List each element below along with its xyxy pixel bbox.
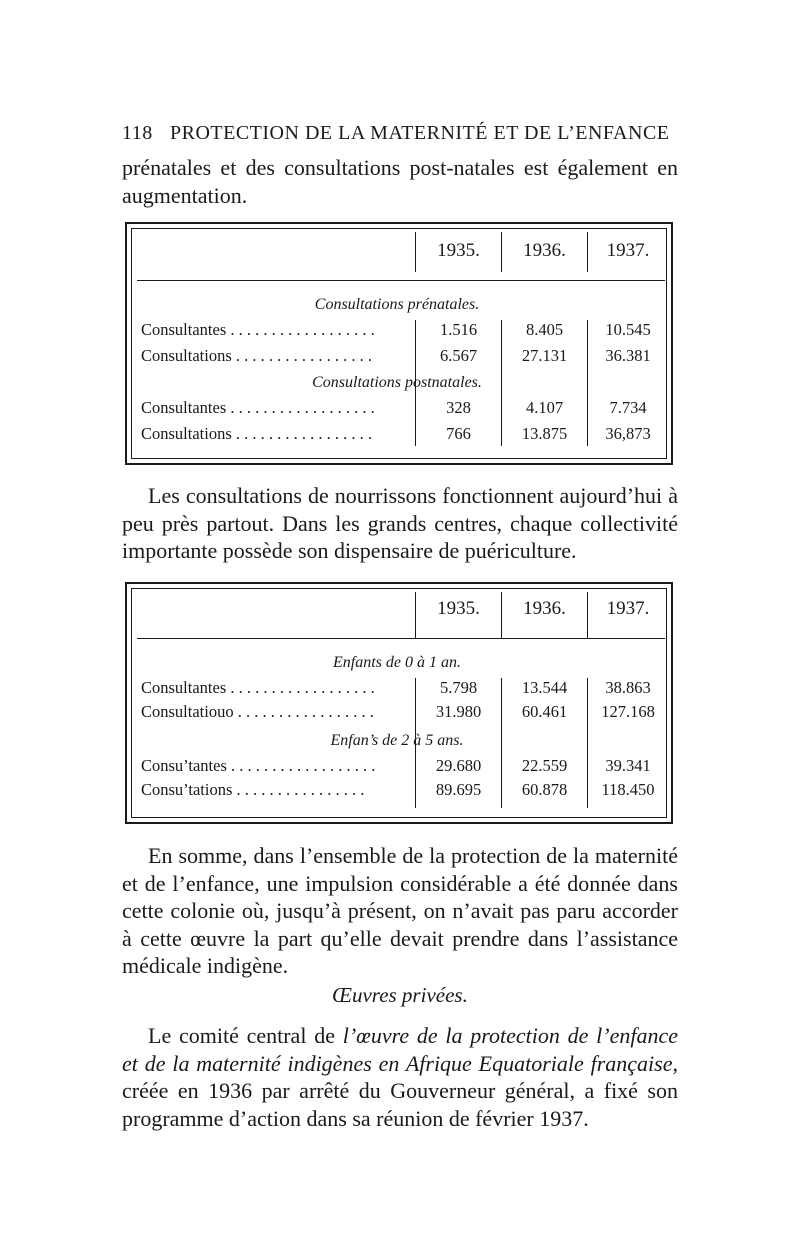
section-title: Enfants de 0 à 1 an.	[333, 654, 461, 671]
year-header: 1937.	[606, 598, 650, 619]
table-cell: 10.545	[605, 320, 651, 339]
table-cell: 127.168	[601, 702, 655, 721]
table-cell: 328	[446, 398, 471, 417]
year-header: 1935.	[437, 240, 480, 261]
row-label: Consultations . . . . . . . . . . . . . . . . .	[141, 424, 373, 443]
section-title: Consultations postnatales.	[312, 374, 482, 391]
table-cell: 31.980	[435, 702, 482, 721]
paragraph-summary: En somme, dans l’ensemble de la protection de la maternité et de l’enfance, une impulsion considérable a été donnée dans cette colonie où, jusqu’à présent, on n’avait pas paru accorder à cette œuvre la part qu’elle devait prendre dans l’assistance médicale indigène.	[122, 843, 678, 978]
table-cell: 36.381	[605, 346, 651, 365]
table-cell: 118.450	[601, 780, 655, 799]
table-cell: 36,873	[605, 424, 651, 443]
table-cell: 60.461	[521, 702, 568, 721]
paragraph-comite	[122, 1022, 678, 1132]
section-title: Enfan’s de 2 à 5 ans.	[330, 732, 464, 749]
table-cell: 13.544	[521, 678, 568, 697]
year-header: 1936.	[523, 240, 566, 261]
row-label: Consu’tations . . . . . . . . . . . . . . . .	[141, 780, 365, 799]
year-header: 1937.	[606, 240, 650, 261]
page-number: 118	[122, 122, 153, 144]
row-label: Consultantes . . . . . . . . . . . . . . . . . .	[141, 320, 375, 339]
table-cell: 13.875	[521, 424, 568, 443]
row-label: Consultations . . . . . . . . . . . . . . . . .	[141, 346, 373, 365]
table-cell: 38.863	[605, 678, 651, 697]
table-cell: 4.107	[525, 398, 564, 417]
table-cell: 6.567	[439, 346, 478, 365]
row-label: Consultantes . . . . . . . . . . . . . . . . . .	[141, 398, 375, 417]
table-children-consultations	[125, 582, 673, 824]
running-head	[122, 122, 682, 145]
table-cell: 7.734	[609, 398, 647, 417]
paragraph-text-end: , créée en 1936 par arrêté du Gouverneur général, a fixé son programme d’action dans sa réunion de février 1937.	[122, 1050, 678, 1131]
table-cell: 766	[446, 424, 471, 443]
table-cell: 89.695	[435, 780, 482, 799]
row-label: Consu’tantes . . . . . . . . . . . . . . . . . .	[141, 756, 376, 775]
table-cell: 22.559	[521, 756, 568, 775]
paragraph-text-start: Le comité central de	[148, 1023, 343, 1048]
table-cell: 29.680	[435, 756, 482, 775]
year-header: 1935.	[437, 598, 480, 619]
row-label: Consultantes . . . . . . . . . . . . . . . . . .	[141, 678, 375, 697]
table-prenatal-postnatal	[125, 222, 673, 465]
table-cell: 1.516	[439, 320, 478, 339]
section-heading: Œuvres privées.	[332, 983, 468, 1007]
table-cell: 27.131	[521, 346, 568, 365]
intro-paragraph: prénatales et des consultations post-natales est également en augmentation.	[122, 155, 678, 208]
table-cell: 5.798	[439, 678, 478, 697]
section-title: Consultations prénatales.	[314, 296, 480, 313]
table-cell: 8.405	[525, 320, 564, 339]
table-cell: 60.878	[521, 780, 568, 799]
table-cell: 39.341	[605, 756, 651, 775]
paragraph-consultations: Les consultations de nourrissons fonctionnent aujourd’hui à peu près partout. Dans les grands centres, chaque collectivité importante possède son dispensaire de puériculture.	[122, 483, 678, 563]
organisation-name: l’œuvre de la protection de l’enfance et de la maternité indigènes en Afrique Equatoriale française	[122, 1023, 678, 1076]
year-header: 1936.	[523, 598, 566, 619]
running-title: PROTECTION DE LA MATERNITÉ ET DE L’ENFANCE	[170, 122, 670, 144]
row-label: Consultatiouo . . . . . . . . . . . . . . . . .	[141, 702, 374, 721]
